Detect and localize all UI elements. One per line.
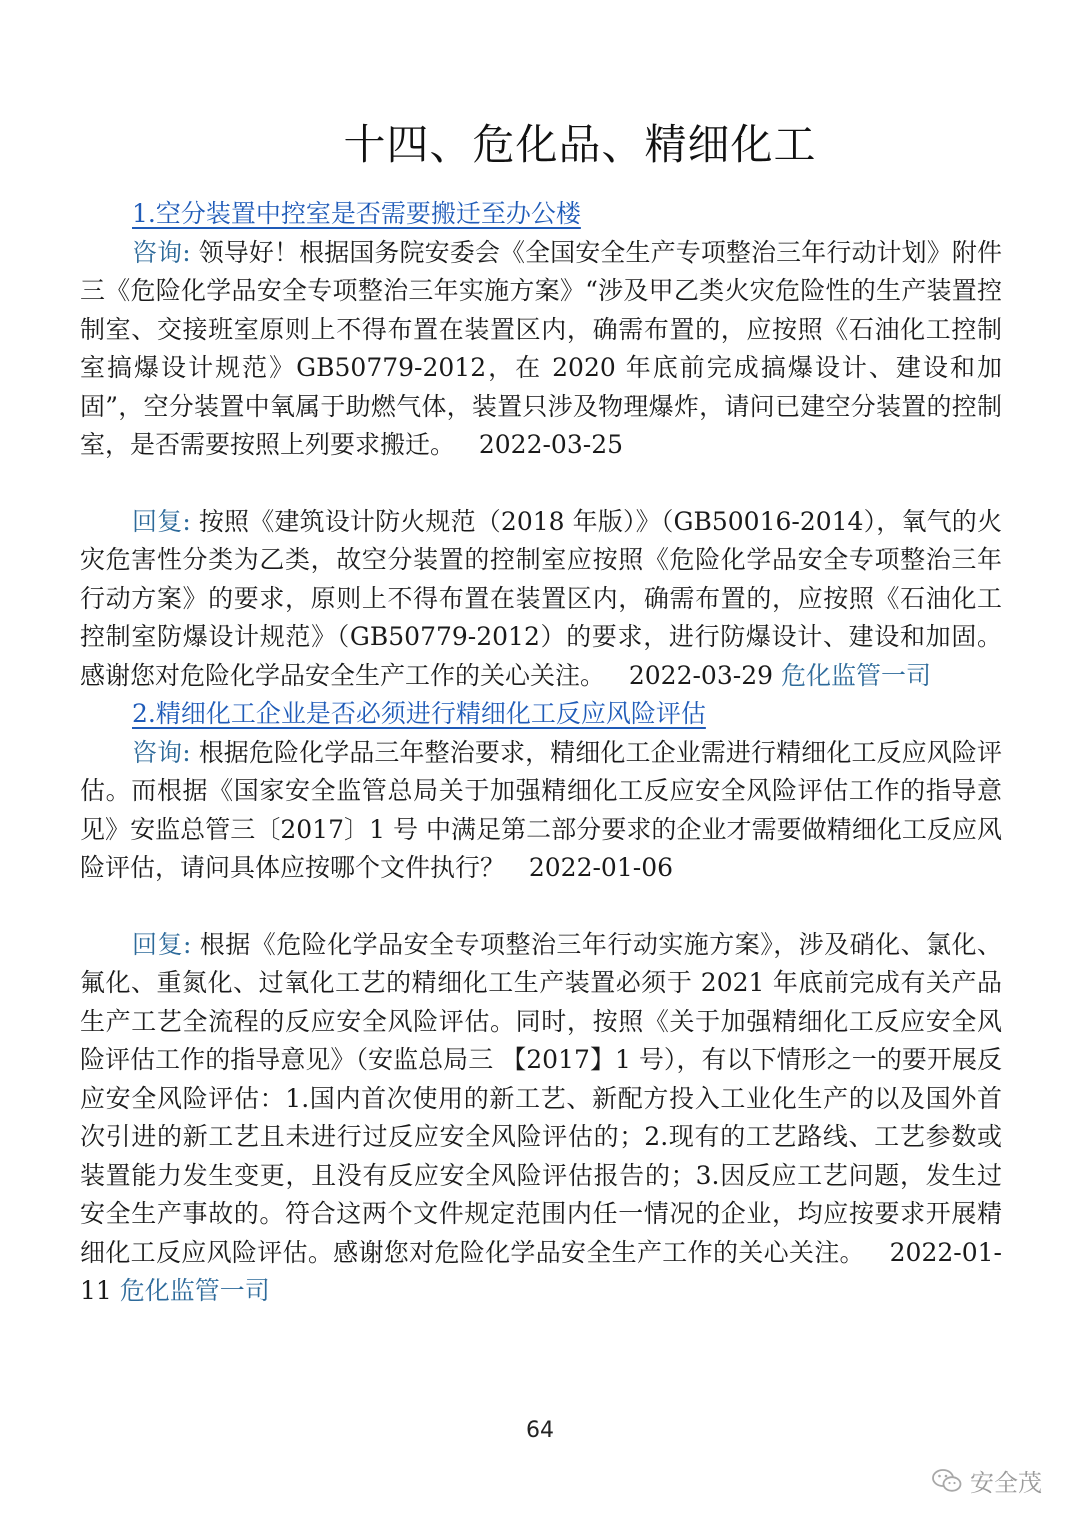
- reply-text: 按照《建筑设计防火规范（2018 年版）》（GB50016-2014），氧气的火灾危害性分类为乙类，故空分装置的控制室应按照《危险化学品安全专项整治三年行动方案》的要求，原则上不得布置在装置区内，确需布置的，应按照《石油化工控制室防爆设计规范》（GB50779-2012）的要求，进行防爆设计、建设和加固。感谢您对危险化学品安全生产工作的关心关注。: [80, 506, 1002, 690]
- consult-date: 2022-01-06: [528, 853, 673, 882]
- reply-paragraph-2: [80, 926, 1002, 1311]
- consult-paragraph-2: [80, 734, 1002, 888]
- watermark-text: 安全茂: [970, 1469, 1042, 1497]
- spacer: [80, 888, 1002, 926]
- reply-label: 回复:: [132, 929, 192, 959]
- page-title: 十四、危化品、精细化工: [343, 120, 817, 169]
- consult-date: 2022-03-25: [478, 430, 623, 459]
- reply-text: 根据《危险化学品安全专项整治三年行动实施方案》，涉及硝化、氯化、氟化、重氮化、过氧化工艺的精细化工生产装置必须于 2021 年底前完成有关产品生产工艺全流程的反应安全风险评估。同时，按照《关于加强精细化工反应安全风险评估工作的指导意见》（安监总局三 【2017】1 号），有以下情形之一的要开展反应安全风险评估：1.国内首次使用的新工艺、新配方投入工业化生产的以及国外首次引进的新工艺且未进行过反应安全风险评估的；2.现有的工艺路线、工艺参数或装置能力发生变更，且没有反应安全风险评估报告的；3.因反应工艺问题，发生过安全生产事故的。符合这两个文件规定范围内任一情况的企业，均应按要求开展精细化工反应风险评估。感谢您对危险化学品安全生产工作的关心关注。: [80, 929, 1002, 1267]
- qa-content: [80, 195, 1002, 1311]
- spacer: [80, 465, 1002, 503]
- question-title-link-2[interactable]: 2.精细化工企业是否必须进行精细化工反应风险评估: [132, 699, 706, 728]
- reply-date: 2022-01-11: [80, 1237, 1002, 1305]
- reply-date: 2022-03-29: [628, 660, 773, 690]
- department-name: 危化监管一司: [119, 1276, 270, 1305]
- consult-paragraph-1: [80, 234, 1002, 465]
- consult-text: 领导好！根据国务院安委会《全国安全生产专项整治三年行动计划》附件三《危险化学品安全专项整治三年实施方案》“涉及甲乙类火灾危险性的生产装置控制室、交接班室原则上不得布置在装置区内，确需布置的，应按照《石油化工控制室搞爆设计规范》GB50779-2012，在 2020 年底前完成搞爆设计、建设和加固”，空分装置中氧属于助燃气体，装置只涉及物理爆炸，请问已建空分装置的控制室，是否需要按照上列要求搬迁。: [80, 237, 1002, 459]
- wechat-icon: [932, 1468, 962, 1494]
- watermark: [932, 1463, 1042, 1498]
- reply-paragraph-1: [80, 503, 1002, 696]
- page-number: 64: [526, 1418, 554, 1443]
- qa-item-1: [80, 195, 1002, 695]
- question-title-link-1[interactable]: 1.空分装置中控室是否需要搬迁至办公楼: [132, 199, 581, 228]
- consult-text: 根据危险化学品三年整治要求，精细化工企业需进行精细化工反应风险评估。而根据《国家安全监管总局关于加强精细化工反应安全风险评估工作的指导意见》安监总管三〔2017〕1 号 中满足第二部分要求的企业才需要做精细化工反应风险评估，请问具体应按哪个文件执行？: [80, 737, 1002, 882]
- qa-item-2: [80, 695, 1002, 1311]
- reply-label: 回复:: [132, 506, 191, 536]
- consult-label: 咨询:: [132, 737, 191, 767]
- department-name: 危化监管一司: [780, 660, 931, 690]
- consult-label: 咨询:: [132, 237, 191, 267]
